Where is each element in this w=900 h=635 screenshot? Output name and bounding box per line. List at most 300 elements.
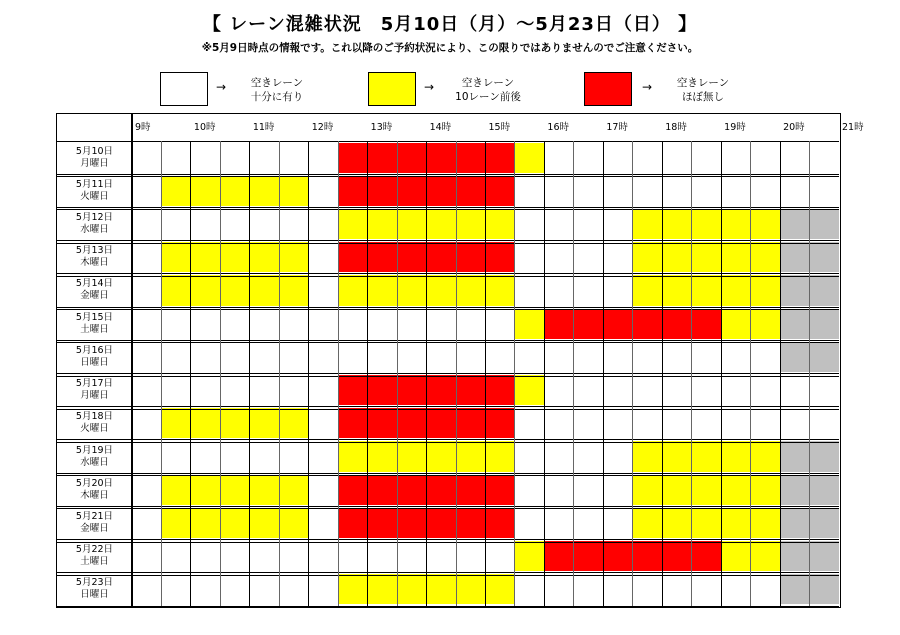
time-slot-cell xyxy=(486,541,515,571)
hour-label: 19時 xyxy=(724,122,746,133)
time-slot-cell xyxy=(338,441,367,471)
time-slot-cell xyxy=(486,508,515,538)
time-slot-cell xyxy=(427,408,456,438)
time-slot-cell xyxy=(633,275,662,305)
time-slot-cell xyxy=(220,275,249,305)
time-slot-cell xyxy=(544,508,573,538)
day-label xyxy=(57,573,132,606)
time-slot-cell xyxy=(751,541,780,571)
time-slot-cell xyxy=(486,441,515,471)
time-slot-cell xyxy=(220,143,249,173)
time-slot-cell xyxy=(662,441,691,471)
time-slot-cell xyxy=(751,375,780,405)
day-weekday: 土曜日 xyxy=(80,556,109,568)
slot-divider xyxy=(308,141,309,606)
time-slot-cell xyxy=(220,309,249,339)
time-slot-cell xyxy=(603,176,632,206)
time-slot-cell xyxy=(721,342,750,372)
slot-divider xyxy=(161,141,162,606)
time-slot-cell xyxy=(721,275,750,305)
time-slot-cell xyxy=(574,342,603,372)
time-slot-cell xyxy=(250,143,279,173)
row-divider xyxy=(57,209,839,210)
hour-label: 12時 xyxy=(311,122,334,133)
time-slot-cell xyxy=(486,275,515,305)
legend-label-line2: 十分に有り xyxy=(250,91,304,103)
time-slot-cell xyxy=(574,508,603,538)
time-slot-cell xyxy=(574,408,603,438)
row-divider xyxy=(57,439,839,440)
time-slot-cell xyxy=(250,209,279,239)
time-slot-cell xyxy=(161,209,190,239)
time-slot-cell xyxy=(810,209,839,239)
time-slot-cell xyxy=(780,209,809,239)
day-weekday: 月曜日 xyxy=(80,157,109,169)
time-slot-cell xyxy=(780,408,809,438)
day-weekday: 金曜日 xyxy=(80,522,109,534)
time-slot-cell xyxy=(692,242,721,272)
time-slot-cell xyxy=(250,342,279,372)
time-slot-cell xyxy=(161,242,190,272)
time-slot-cell xyxy=(309,176,338,206)
time-slot-cell xyxy=(309,441,338,471)
time-slot-cell xyxy=(397,574,426,604)
hour-label: 20時 xyxy=(783,122,805,133)
hour-label: 17時 xyxy=(606,122,628,133)
hour-label: 16時 xyxy=(547,122,569,133)
day-label xyxy=(57,506,132,539)
time-slot-cell xyxy=(368,475,397,505)
time-slot-cell xyxy=(368,242,397,272)
time-slot-cell xyxy=(810,475,839,505)
day-date: 5月17日 xyxy=(75,378,114,390)
time-slot-cell xyxy=(279,574,308,604)
time-slot-cell xyxy=(603,275,632,305)
row-divider xyxy=(57,508,839,509)
row-divider xyxy=(57,539,839,540)
time-slot-cell xyxy=(309,375,338,405)
time-slot-cell xyxy=(250,176,279,206)
time-slot-cell xyxy=(780,375,809,405)
slot-divider xyxy=(485,141,486,606)
time-slot-cell xyxy=(662,375,691,405)
slot-divider xyxy=(809,141,810,606)
day-weekday: 火曜日 xyxy=(80,190,109,202)
time-slot-cell xyxy=(220,574,249,604)
time-slot-cell xyxy=(338,475,367,505)
slot-divider xyxy=(426,141,427,606)
time-slot-cell xyxy=(603,309,632,339)
time-slot-cell xyxy=(279,275,308,305)
time-slot-cell xyxy=(486,342,515,372)
time-slot-cell xyxy=(427,375,456,405)
label-divider xyxy=(131,114,133,606)
time-slot-cell xyxy=(633,309,662,339)
time-slot-cell xyxy=(810,375,839,405)
day-date: 5月14日 xyxy=(75,278,114,290)
row-divider xyxy=(57,473,839,474)
legend-label-line1: 空きレーン xyxy=(250,77,304,89)
slot-divider xyxy=(603,141,604,606)
time-slot-cell xyxy=(132,408,161,438)
time-slot-cell xyxy=(191,143,220,173)
time-slot-cell xyxy=(279,441,308,471)
time-slot-cell xyxy=(692,309,721,339)
time-slot-cell xyxy=(191,441,220,471)
time-slot-cell xyxy=(544,342,573,372)
row-divider xyxy=(57,276,839,277)
slot-divider xyxy=(544,141,545,606)
time-slot-cell xyxy=(309,541,338,571)
time-slot-cell xyxy=(603,242,632,272)
time-slot-cell xyxy=(368,176,397,206)
day-date: 5月23日 xyxy=(75,577,114,589)
row-divider xyxy=(57,575,839,576)
time-slot-cell xyxy=(515,375,544,405)
hour-label: 21時 xyxy=(842,122,864,133)
day-weekday: 水曜日 xyxy=(80,224,109,236)
day-label xyxy=(57,141,132,174)
time-slot-cell xyxy=(397,309,426,339)
time-slot-cell xyxy=(456,342,485,372)
time-slot-cell xyxy=(161,508,190,538)
day-label xyxy=(57,473,132,506)
time-slot-cell xyxy=(810,408,839,438)
time-slot-cell xyxy=(397,475,426,505)
slot-divider xyxy=(456,141,457,606)
time-slot-cell xyxy=(161,309,190,339)
time-slot-cell xyxy=(662,242,691,272)
time-slot-cell xyxy=(633,176,662,206)
time-slot-cell xyxy=(368,441,397,471)
day-label xyxy=(57,274,132,307)
day-date: 5月21日 xyxy=(75,510,114,522)
time-slot-cell xyxy=(427,574,456,604)
time-slot-cell xyxy=(368,508,397,538)
time-slot-cell xyxy=(427,475,456,505)
time-slot-cell xyxy=(368,143,397,173)
time-slot-cell xyxy=(574,441,603,471)
slot-divider xyxy=(367,141,368,606)
time-slot-cell xyxy=(633,375,662,405)
time-slot-cell xyxy=(309,342,338,372)
time-slot-cell xyxy=(279,342,308,372)
time-slot-cell xyxy=(250,309,279,339)
time-slot-cell xyxy=(633,342,662,372)
time-slot-cell xyxy=(544,441,573,471)
hour-label: 14時 xyxy=(429,122,452,133)
time-slot-cell xyxy=(633,441,662,471)
time-slot-cell xyxy=(544,375,573,405)
legend-swatch-white xyxy=(160,72,208,106)
time-slot-cell xyxy=(338,342,367,372)
day-label xyxy=(57,174,132,207)
time-slot-cell xyxy=(161,441,190,471)
time-slot-cell xyxy=(132,242,161,272)
time-slot-cell xyxy=(751,441,780,471)
time-slot-cell xyxy=(751,342,780,372)
time-slot-cell xyxy=(397,143,426,173)
row-divider xyxy=(57,141,839,143)
time-slot-cell xyxy=(633,541,662,571)
time-slot-cell xyxy=(751,209,780,239)
time-slot-cell xyxy=(574,275,603,305)
time-slot-cell xyxy=(220,242,249,272)
congestion-table xyxy=(56,113,864,608)
time-slot-cell xyxy=(338,176,367,206)
time-slot-cell xyxy=(692,508,721,538)
time-slot-cell xyxy=(132,209,161,239)
slot-divider xyxy=(750,141,751,606)
time-slot-cell xyxy=(397,275,426,305)
time-slot-cell xyxy=(191,342,220,372)
time-slot-cell xyxy=(544,242,573,272)
time-slot-cell xyxy=(574,574,603,604)
time-slot-cell xyxy=(721,176,750,206)
day-date: 5月10日 xyxy=(75,145,114,157)
slot-divider xyxy=(632,141,633,606)
row-divider xyxy=(57,340,839,341)
time-slot-cell xyxy=(780,574,809,604)
day-label xyxy=(57,340,132,373)
row-divider xyxy=(57,406,839,407)
time-slot-cell xyxy=(456,574,485,604)
day-label xyxy=(57,207,132,240)
time-slot-cell xyxy=(250,275,279,305)
time-slot-cell xyxy=(662,176,691,206)
time-slot-cell xyxy=(191,408,220,438)
day-date: 5月18日 xyxy=(75,411,114,423)
time-slot-cell xyxy=(132,176,161,206)
day-label xyxy=(57,440,132,473)
time-slot-cell xyxy=(427,508,456,538)
time-slot-cell xyxy=(161,176,190,206)
time-slot-cell xyxy=(220,441,249,471)
row-divider xyxy=(57,243,839,244)
time-slot-cell xyxy=(662,541,691,571)
time-slot-cell xyxy=(515,242,544,272)
time-slot-cell xyxy=(751,143,780,173)
time-slot-cell xyxy=(427,209,456,239)
row-divider xyxy=(57,342,839,343)
time-slot-cell xyxy=(810,176,839,206)
time-slot-cell xyxy=(456,541,485,571)
legend-label-white xyxy=(242,76,312,104)
time-slot-cell xyxy=(544,475,573,505)
time-slot-cell xyxy=(250,508,279,538)
time-slot-cell xyxy=(397,342,426,372)
slot-divider xyxy=(780,141,781,606)
time-slot-cell xyxy=(161,475,190,505)
row-divider xyxy=(57,606,839,607)
time-slot-cell xyxy=(191,375,220,405)
time-slot-cell xyxy=(191,309,220,339)
time-slot-cell xyxy=(132,475,161,505)
time-slot-cell xyxy=(486,408,515,438)
time-slot-cell xyxy=(161,342,190,372)
time-slot-cell xyxy=(427,309,456,339)
time-slot-cell xyxy=(810,143,839,173)
row-divider xyxy=(57,307,839,308)
time-slot-cell xyxy=(220,209,249,239)
time-slot-cell xyxy=(692,541,721,571)
time-slot-cell xyxy=(397,441,426,471)
time-slot-cell xyxy=(692,342,721,372)
time-slot-cell xyxy=(191,508,220,538)
time-slot-cell xyxy=(603,143,632,173)
time-slot-cell xyxy=(574,475,603,505)
time-slot-cell xyxy=(692,408,721,438)
row-divider xyxy=(57,542,839,543)
time-slot-cell xyxy=(544,176,573,206)
time-slot-cell xyxy=(456,309,485,339)
time-slot-cell xyxy=(368,209,397,239)
time-slot-cell xyxy=(338,309,367,339)
time-slot-cell xyxy=(662,143,691,173)
hour-label: 13時 xyxy=(370,122,393,133)
time-slot-cell xyxy=(132,574,161,604)
time-slot-cell xyxy=(368,408,397,438)
time-slot-cell xyxy=(220,375,249,405)
day-label xyxy=(57,407,132,440)
time-slot-cell xyxy=(368,541,397,571)
time-slot-cell xyxy=(780,176,809,206)
time-slot-cell xyxy=(132,541,161,571)
notice-text: ※5月9日時点の情報です。これ以降のご予約状況により、この限りではありませんのでご注意ください。 xyxy=(201,42,699,54)
time-slot-cell xyxy=(309,408,338,438)
time-slot-cell xyxy=(574,541,603,571)
time-slot-cell xyxy=(692,574,721,604)
time-slot-cell xyxy=(427,242,456,272)
time-slot-cell xyxy=(486,176,515,206)
time-slot-cell xyxy=(692,375,721,405)
time-slot-cell xyxy=(397,375,426,405)
time-slot-cell xyxy=(456,242,485,272)
time-slot-cell xyxy=(309,475,338,505)
legend-swatch-yellow xyxy=(368,72,416,106)
time-slot-cell xyxy=(574,176,603,206)
time-slot-cell xyxy=(486,475,515,505)
time-slot-cell xyxy=(515,176,544,206)
time-slot-cell xyxy=(427,176,456,206)
time-slot-cell xyxy=(220,508,249,538)
time-slot-cell xyxy=(721,143,750,173)
time-slot-cell xyxy=(721,541,750,571)
slot-divider xyxy=(279,141,280,606)
time-slot-cell xyxy=(780,475,809,505)
time-slot-cell xyxy=(486,242,515,272)
time-slot-cell xyxy=(780,508,809,538)
legend-swatch-red xyxy=(584,72,632,106)
time-slot-cell xyxy=(132,441,161,471)
time-slot-cell xyxy=(633,574,662,604)
slot-divider xyxy=(691,141,692,606)
time-slot-cell xyxy=(692,275,721,305)
time-slot-cell xyxy=(633,408,662,438)
time-slot-cell xyxy=(751,574,780,604)
time-slot-cell xyxy=(692,441,721,471)
time-slot-cell xyxy=(544,275,573,305)
day-date: 5月16日 xyxy=(75,344,114,356)
time-slot-cell xyxy=(574,242,603,272)
time-slot-cell xyxy=(662,508,691,538)
slot-divider xyxy=(662,141,663,606)
time-slot-cell xyxy=(544,143,573,173)
day-weekday: 火曜日 xyxy=(80,423,109,435)
time-slot-cell xyxy=(427,541,456,571)
time-slot-cell xyxy=(721,408,750,438)
time-slot-cell xyxy=(751,275,780,305)
day-date: 5月15日 xyxy=(75,311,114,323)
time-slot-cell xyxy=(486,574,515,604)
time-slot-cell xyxy=(338,508,367,538)
slot-divider xyxy=(721,141,722,606)
time-slot-cell xyxy=(427,143,456,173)
row-divider xyxy=(57,240,839,241)
time-slot-cell xyxy=(220,408,249,438)
day-weekday: 日曜日 xyxy=(80,356,109,368)
time-slot-cell xyxy=(250,475,279,505)
legend-label-line1: 空きレーン xyxy=(461,77,515,89)
time-slot-cell xyxy=(721,375,750,405)
time-slot-cell xyxy=(662,342,691,372)
time-slot-cell xyxy=(515,275,544,305)
time-slot-cell xyxy=(633,508,662,538)
time-slot-cell xyxy=(780,441,809,471)
time-slot-cell xyxy=(427,441,456,471)
time-slot-cell xyxy=(544,209,573,239)
time-slot-cell xyxy=(603,342,632,372)
time-slot-cell xyxy=(279,242,308,272)
row-divider xyxy=(57,373,839,374)
time-slot-cell xyxy=(486,375,515,405)
slot-divider xyxy=(573,141,574,606)
time-slot-cell xyxy=(810,574,839,604)
time-slot-cell xyxy=(810,242,839,272)
row-divider xyxy=(57,207,839,208)
time-slot-cell xyxy=(132,275,161,305)
row-divider xyxy=(57,376,839,377)
row-divider xyxy=(57,572,839,573)
time-slot-cell xyxy=(456,408,485,438)
time-slot-cell xyxy=(751,508,780,538)
day-weekday: 水曜日 xyxy=(80,456,109,468)
time-slot-cell xyxy=(338,275,367,305)
day-date: 5月20日 xyxy=(75,477,114,489)
time-slot-cell xyxy=(633,143,662,173)
hour-label: 9時 xyxy=(135,122,151,133)
time-slot-cell xyxy=(338,408,367,438)
row-divider xyxy=(57,475,839,476)
time-slot-cell xyxy=(662,574,691,604)
time-slot-cell xyxy=(279,375,308,405)
time-slot-cell xyxy=(309,242,338,272)
time-slot-cell xyxy=(191,574,220,604)
time-slot-cell xyxy=(279,475,308,505)
time-slot-cell xyxy=(338,242,367,272)
time-slot-cell xyxy=(810,508,839,538)
time-slot-cell xyxy=(456,508,485,538)
time-slot-cell xyxy=(397,408,426,438)
time-slot-cell xyxy=(662,209,691,239)
time-slot-cell xyxy=(603,508,632,538)
time-slot-cell xyxy=(338,375,367,405)
time-slot-cell xyxy=(191,541,220,571)
legend-arrow: → xyxy=(642,80,653,94)
time-slot-cell xyxy=(338,143,367,173)
time-slot-cell xyxy=(721,475,750,505)
time-slot-cell xyxy=(132,375,161,405)
